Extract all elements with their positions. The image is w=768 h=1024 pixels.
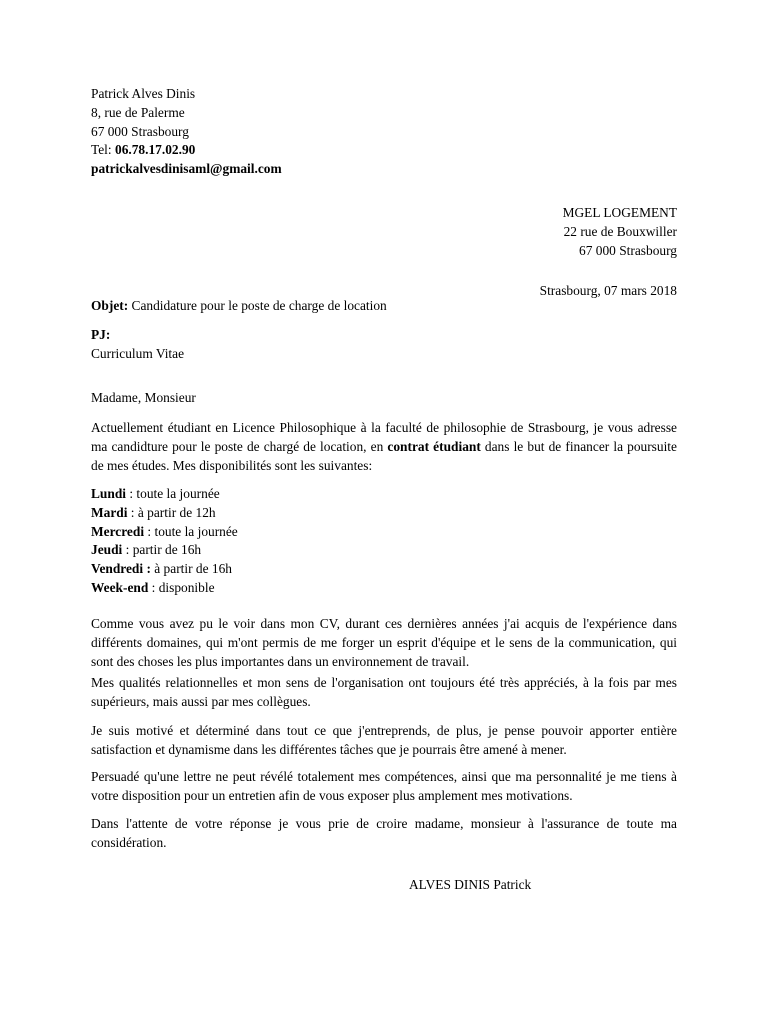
salutation: Madame, Monsieur — [91, 390, 196, 405]
object-line — [91, 297, 387, 316]
intro-text-2: dans le but de financer la poursuite de mes études. Mes disponibilités sont les suivantes: — [91, 438, 677, 473]
signature: ALVES DINIS Patrick — [409, 877, 532, 892]
recipient-city: 67 000 Strasbourg — [579, 242, 677, 258]
attachments-label: PJ: — [91, 327, 111, 342]
phone-label: Tel: — [91, 142, 112, 158]
recipient-name: MGEL LOGEMENT — [562, 205, 677, 220]
closing-paragraph: Dans l'attente de votre réponse je vous prie de croire madame, monsieur à l'assurance de toute ma considération. — [91, 816, 677, 850]
intro-bold: contrat étudiant — [387, 438, 481, 454]
object-label: Objet: — [91, 298, 129, 313]
attachment-item: Curriculum Vitae — [91, 345, 185, 361]
sender-street: 8, rue de Palerme — [91, 104, 185, 120]
availability-list — [91, 485, 238, 598]
sender-name: Patrick Alves Dinis — [91, 86, 196, 101]
intro-text-1: Actuellement étudiant en Licence Philosophique à la faculté de philosophie de Strasbourg, je vous adresse ma candidture pour le poste de chargé de location, en — [91, 420, 677, 454]
sender-block — [91, 85, 282, 179]
intro-paragraph — [91, 419, 677, 475]
sender-city: 67 000 Strasbourg — [91, 123, 189, 139]
availability-item: Vendredi : à partir de 16h — [91, 561, 232, 577]
availability-item: Lundi : toute la journée — [91, 486, 220, 501]
attachments-block — [91, 326, 184, 364]
email-address: patrickalvesdinisaml@gmail.com — [91, 161, 282, 177]
availability-item: Jeudi : partir de 16h — [91, 542, 202, 558]
availability-item: Mardi : à partir de 12h — [91, 504, 216, 520]
body-paragraph: Persuadé qu'une lettre ne peut révélé totalement mes compétences, ainsi que ma personnalité je me tiens à votre disposition pour un entretien afin de vous exposer plus amplement mes motivations. — [91, 769, 677, 803]
sender-email — [91, 160, 282, 179]
phone-number: 06.78.17.02.90 — [115, 142, 196, 158]
body-paragraph: Je suis motivé et déterminé dans tout ce que j'entreprends, de plus, je pense pouvoir apporter entière satisfaction et dynamisme dans les différentes tâches que je pourrais être amené à mener. — [91, 723, 677, 757]
recipient-block — [563, 204, 677, 260]
availability-item: Mercredi : toute la journée — [91, 523, 238, 539]
recipient-street: 22 rue de Bouxwiller — [563, 223, 677, 239]
sender-phone — [91, 141, 282, 160]
body-paragraph: Comme vous avez pu le voir dans mon CV, durant ces dernières années j'ai acquis de l'expérience dans différents domaines, qui m'ont permis de me forger un esprit d'équipe et le sens de la communication, qui sont des choses les plus importantes dans un environnement de travail. — [91, 616, 677, 669]
object-text: Candidature pour le poste de charge de location — [131, 298, 387, 313]
body-paragraph: Mes qualités relationnelles et mon sens de l'organisation ont toujours été très appréciés, à la fois par mes supérieurs, mais aussi par mes collègues. — [91, 675, 677, 709]
availability-item: Week-end : disponible — [91, 579, 215, 595]
letter-date: Strasbourg, 07 mars 2018 — [539, 283, 677, 298]
